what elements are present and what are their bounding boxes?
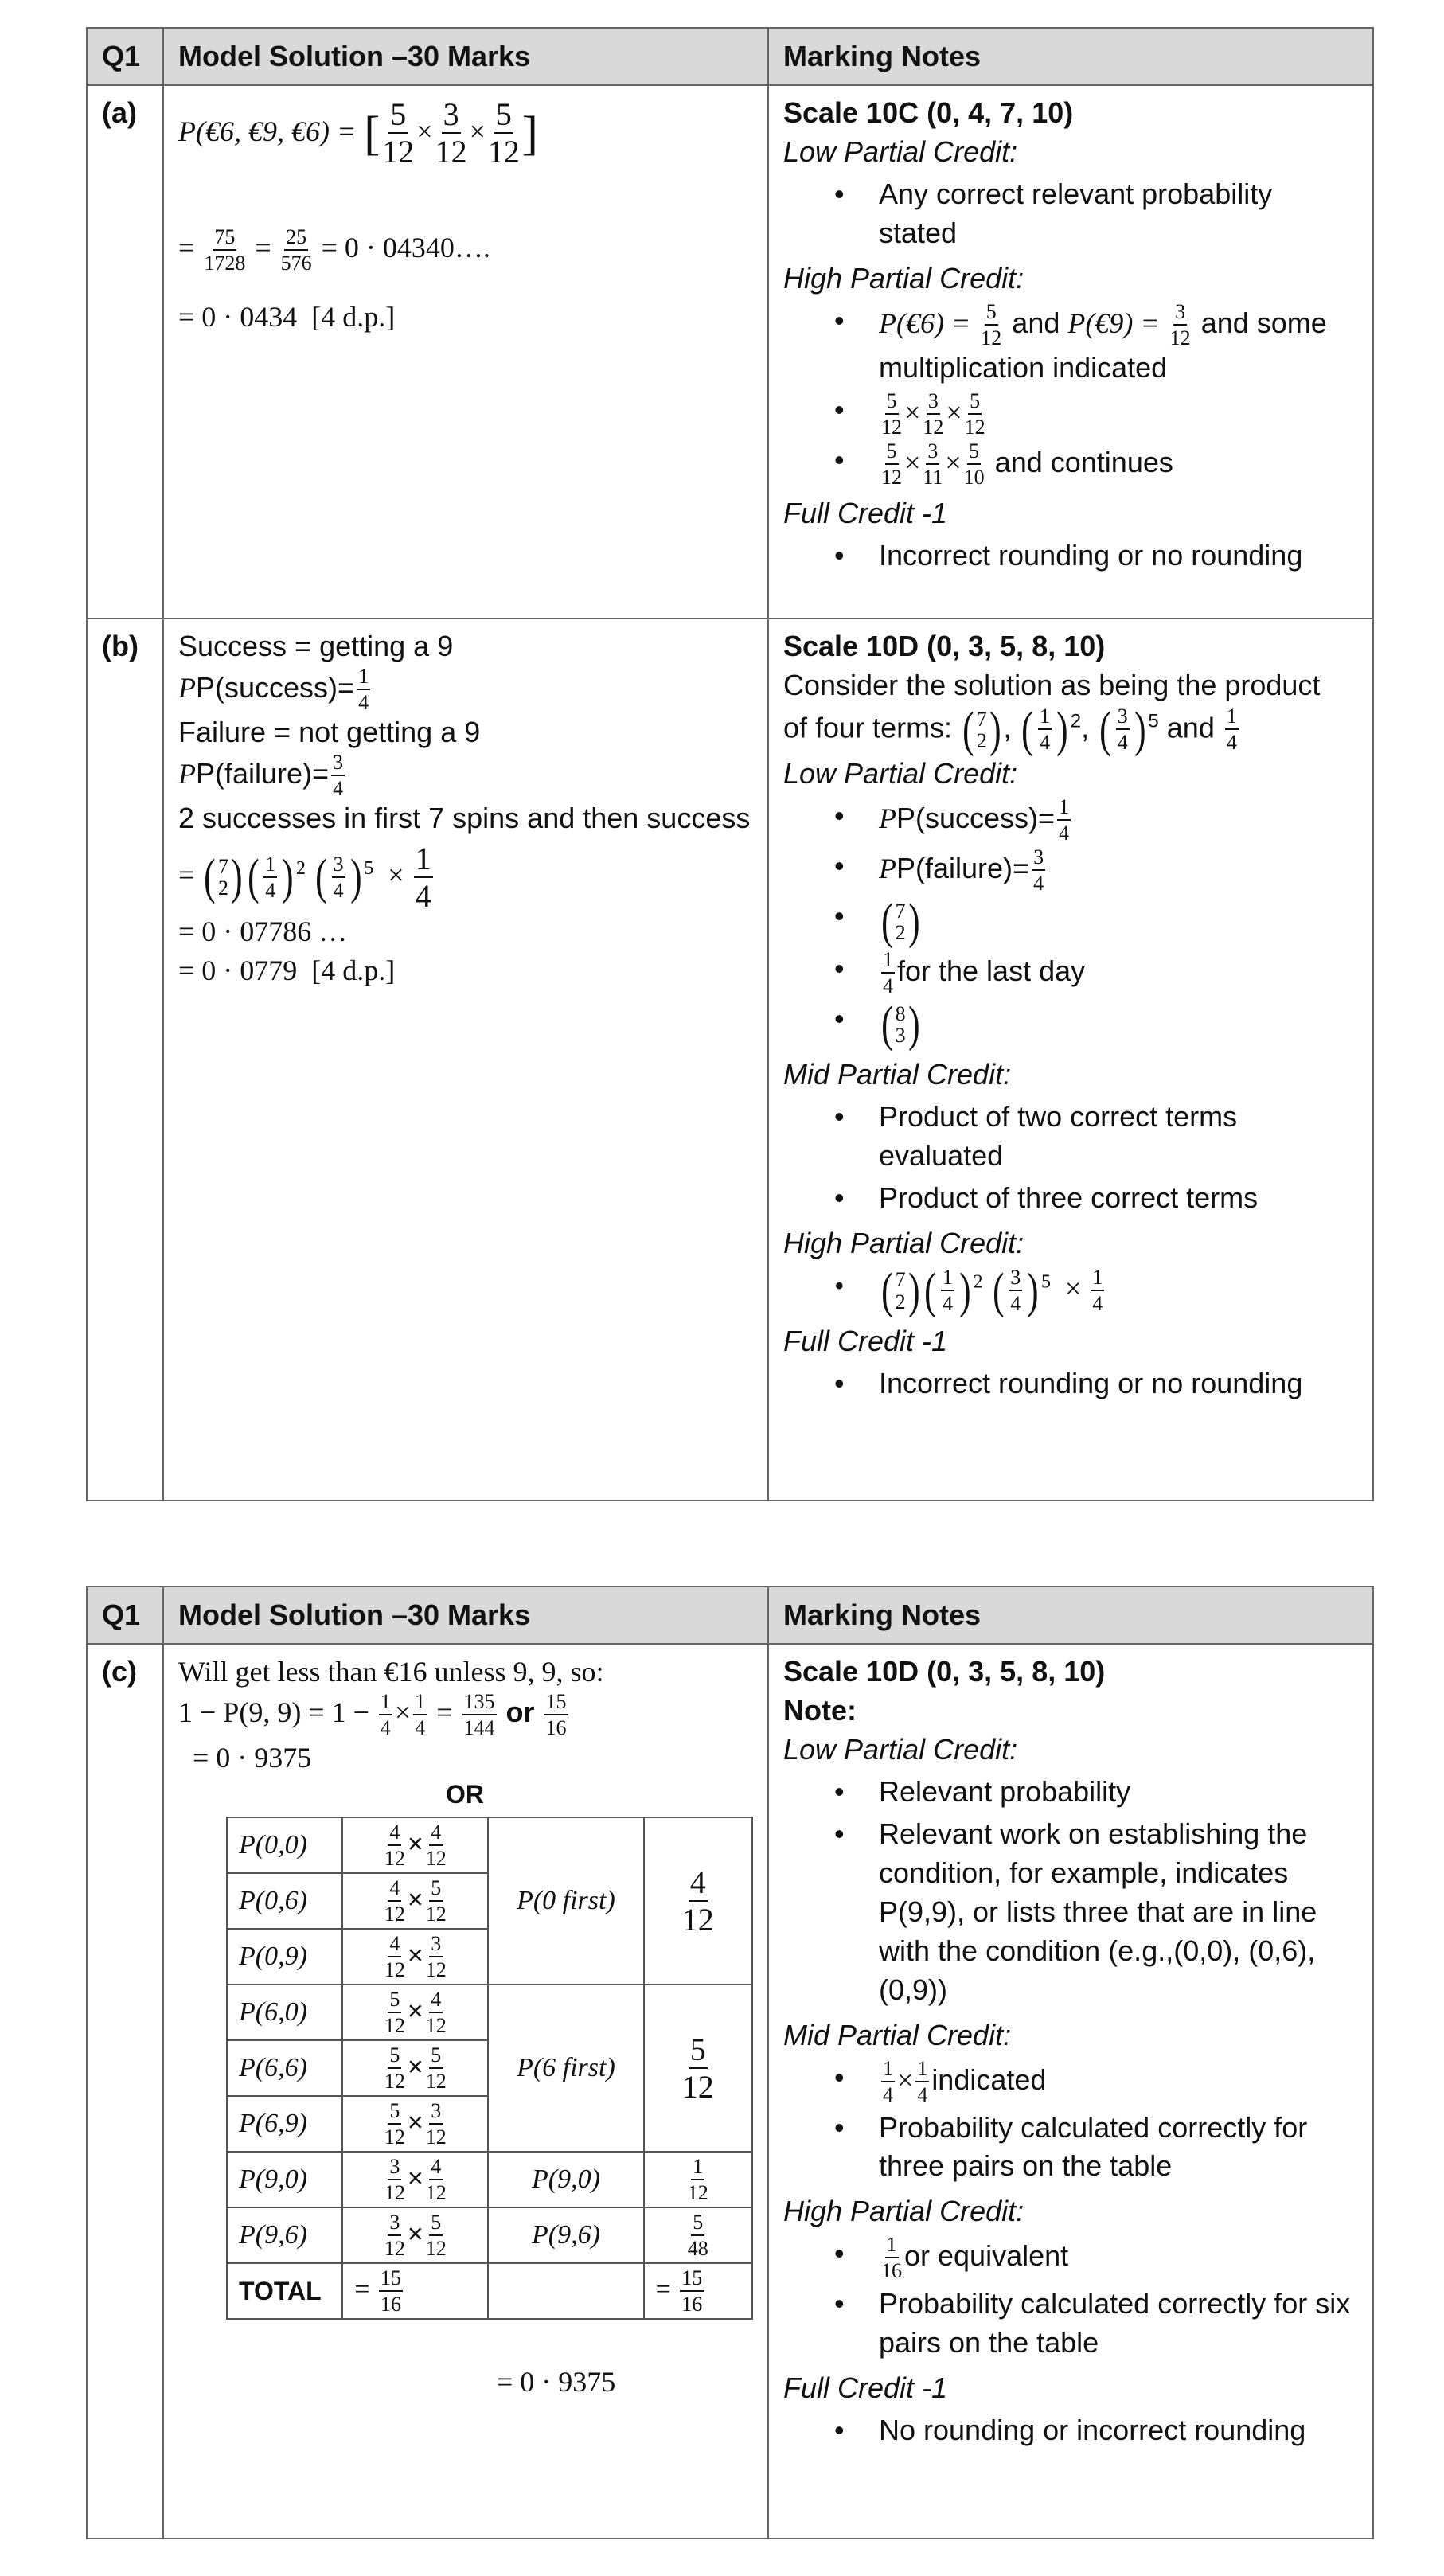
part-a-notes	[768, 85, 1373, 619]
part-b-row	[87, 619, 1373, 1501]
part-c-high-list	[783, 2234, 1358, 2363]
list-item: • P(€6) = $\frac{5}{12}$ and P(€9) = $\frac{3}{12}$ and some multiplication indicated	[783, 302, 1358, 388]
part-c-mid-title: Mid Partial Credit:	[783, 2018, 1012, 2051]
part-c-full-list	[783, 2411, 1358, 2450]
part-b-scale: Scale 10D (0, 3, 5, 8, 10)	[783, 630, 1106, 662]
part-a-scale: Scale 10C (0, 4, 7, 10)	[783, 96, 1074, 129]
part-a-high-title: High Partial Credit:	[783, 261, 1024, 295]
fraction: $\frac{75}{1728}$	[204, 225, 246, 275]
part-c-line1: Will get less than €16 unless 9, 9, so:	[178, 1656, 604, 1688]
list-item: • Incorrect rounding or no rounding	[783, 537, 1358, 576]
table-row: P(6,9) $\frac{5}{12}$ × $\frac{3}{12}$	[227, 2096, 752, 2152]
part-a-label: (a)	[87, 85, 163, 619]
fraction: $\frac{25}{576}$	[280, 225, 312, 275]
part-b-full-title: Full Credit -1	[783, 1324, 948, 1357]
table-header-row	[87, 1587, 1373, 1644]
list-item: • $\frac{5}{12}$ × $\frac{3}{11}$ × $\frac{5}{10}$ and continues	[783, 441, 1358, 488]
part-c-solution	[163, 1644, 768, 2539]
header-q: Q1	[87, 1587, 163, 1644]
table-row: P(6,0) $\frac{5}{12}$ × $\frac{4}{12}$ P(6 first) $\frac{5}{12}$	[227, 1985, 752, 2040]
part-b-low-title: Low Partial Credit:	[783, 756, 1018, 790]
list-item: • Any correct relevant probability stated	[783, 175, 1358, 253]
part-c-low-list	[783, 1773, 1358, 2010]
part-a-high-list	[783, 299, 1358, 489]
header-notes: Marking Notes	[768, 28, 1373, 85]
part-b-notes	[768, 619, 1373, 1501]
part-a-row	[87, 85, 1373, 619]
list-item: • Relevant probability	[783, 1773, 1358, 1812]
list-item: • Product of two correct terms evaluated	[783, 1098, 1358, 1176]
part-c-line3: = 0 · 9375	[193, 1741, 312, 1774]
left-bracket: [	[364, 107, 381, 160]
marking-table-2	[86, 1586, 1374, 2539]
part-c-notes	[768, 1644, 1373, 2539]
list-item: • $\frac{5}{12}$ × $\frac{3}{12}$ × $\frac{5}{12}$	[783, 391, 1358, 438]
table-header-row	[87, 28, 1373, 85]
part-a-full-list	[783, 537, 1358, 576]
condition-line: 2 successes in first 7 spins and then success	[178, 801, 751, 834]
part-b-high-title: High Partial Credit:	[783, 1226, 1024, 1259]
part-c-full-title: Full Credit -1	[783, 2371, 948, 2405]
list-item: • Probability calculated correctly for three pairs on the table	[783, 2109, 1358, 2187]
fraction: $\frac{3}{12}$	[435, 96, 467, 170]
part-c-row	[87, 1644, 1373, 2539]
right-bracket: ]	[521, 107, 538, 160]
header-notes: Marking Notes	[768, 1587, 1373, 1644]
part-a-solution	[163, 85, 768, 619]
part-b-mid-title: Mid Partial Credit:	[783, 1057, 1012, 1091]
part-c-label: (c)	[87, 1644, 163, 2539]
part-c-mid-list	[783, 2056, 1358, 2187]
part-b-solution	[163, 619, 768, 1501]
result-2: = 0 · 0779 [4 d.p.]	[178, 954, 396, 986]
part-a-low-list	[783, 175, 1358, 253]
part-b-label: (b)	[87, 619, 163, 1501]
header-solution: Model Solution –30 Marks	[163, 28, 768, 85]
part-b-full-list	[783, 1364, 1358, 1403]
consider-line-1: Consider the solution as being the product	[783, 668, 1321, 701]
pairs-table	[226, 1817, 753, 2320]
list-item: • ( 8 3 )	[783, 1000, 1358, 1049]
list-item: • Incorrect rounding or no rounding	[783, 1364, 1358, 1403]
table-row: TOTAL = $\frac{15}{16}$ = $\frac{15}{16}$	[227, 2263, 752, 2319]
list-item: • No rounding or incorrect rounding	[783, 2411, 1358, 2450]
list-item: • $\frac{1}{4}$ × $\frac{1}{4}$ indicated	[783, 2059, 1358, 2106]
result-1: = 0 · 07786 …	[178, 915, 348, 947]
part-a-step2: = $\frac{75}{1728}$ = $\frac{25}{576}$ = 0 · 04340….	[178, 225, 490, 275]
list-item: • Product of three correct terms	[783, 1179, 1358, 1218]
part-b-mid-list	[783, 1098, 1358, 1218]
part-c-line2: 1 − P(9, 9) = 1 − $\frac{1}{4}$ × $\frac{1}{4}$ = $\frac{135}{144}$ or $\frac{15}{16}$	[178, 1689, 567, 1739]
part-a-full-title: Full Credit -1	[783, 496, 948, 529]
fraction: $\frac{5}{12}$	[487, 96, 520, 170]
consider-line-2: of four terms: ( 7 2 ) , ( $\frac{1}{4}$ ) $^2$, ( $\frac{3}{4}$ ) $^5$ and $\frac{1}{4}$	[783, 702, 1237, 757]
table-row: P(9,0) $\frac{3}{12}$ × $\frac{4}{12}$ P(9,0) $\frac{1}{12}$	[227, 2152, 752, 2207]
part-a-result: = 0 · 0434 [4 d.p.]	[178, 301, 396, 333]
part-c-high-title: High Partial Credit:	[783, 2195, 1024, 2228]
success-def: Success = getting a 9	[178, 630, 454, 662]
header-q: Q1	[87, 28, 163, 85]
failure-def: Failure = not getting a 9	[178, 715, 481, 748]
part-c-scale: Scale 10D (0, 3, 5, 8, 10)	[783, 1655, 1106, 1688]
list-item: • Probability calculated correctly for six pairs on the table	[783, 2285, 1358, 2363]
table-row: P(0,0) $\frac{4}{12}$ × $\frac{4}{12}$ P(0 first) $\frac{4}{12}$	[227, 1817, 752, 1873]
table-row: P(0,6) $\frac{4}{12}$ × $\frac{5}{12}$	[227, 1873, 752, 1929]
fraction: $\frac{5}{12}$	[382, 96, 415, 170]
part-c-low-title: Low Partial Credit:	[783, 1732, 1018, 1766]
p-success: PP(success)= $\frac{1}{4}$	[178, 664, 369, 714]
list-item: • $\frac{1}{4}$ for the last day	[783, 950, 1358, 997]
table-row: P(6,6) $\frac{5}{12}$ × $\frac{5}{12}$	[227, 2040, 752, 2096]
table-row: P(0,9) $\frac{4}{12}$ × $\frac{3}{12}$	[227, 1929, 752, 1985]
list-item: • PP(success)= $\frac{1}{4}$	[783, 797, 1358, 844]
list-item: • PP(failure)= $\frac{3}{4}$	[783, 847, 1358, 894]
part-b-high-list	[783, 1263, 1358, 1318]
header-solution: Model Solution –30 Marks	[163, 1587, 768, 1644]
prob-expression: P(€6, €9, €6) =	[178, 115, 357, 148]
list-item: • ( 7 2 ) ( $\frac{1}{4}$ ) $^2$ ( $\frac{3}{4}$ ) $^5$ × $\frac{1}{4}$	[783, 1267, 1358, 1316]
part-b-expression: = ( 7 2 ) ( $\frac{1}{4}$ ) $^2$ ( $\frac{3}{4}$ ) $^5$ × $\frac{1}{4}$	[178, 840, 431, 914]
part-b-low-list	[783, 794, 1358, 1052]
or-heading: OR	[446, 1779, 484, 1809]
part-a-expression: P(€6, €9, €6) = [ $\frac{5}{12}$ × $\frac{3}{12}$ × $\frac{5}{12}$ ]	[178, 96, 538, 170]
part-c-note: Note:	[783, 1693, 857, 1727]
table-row: P(9,6) $\frac{3}{12}$ × $\frac{5}{12}$ P(9,6) $\frac{5}{48}$	[227, 2207, 752, 2263]
marking-table-1	[86, 27, 1374, 1501]
list-item: • ( 7 2 )	[783, 897, 1358, 946]
part-c-final: = 0 · 9375	[497, 2366, 616, 2398]
list-item: • Relevant work on establishing the condition, for example, indicates P(9,9), or lists three that are in line with the condition (e.g.,(0,0), (0,6), (0,9))	[783, 1815, 1358, 2010]
list-item: • $\frac{1}{16}$ or equivalent	[783, 2234, 1358, 2281]
part-a-low-title: Low Partial Credit:	[783, 135, 1018, 168]
p-failure: PP(failure)= $\frac{3}{4}$	[178, 750, 344, 800]
